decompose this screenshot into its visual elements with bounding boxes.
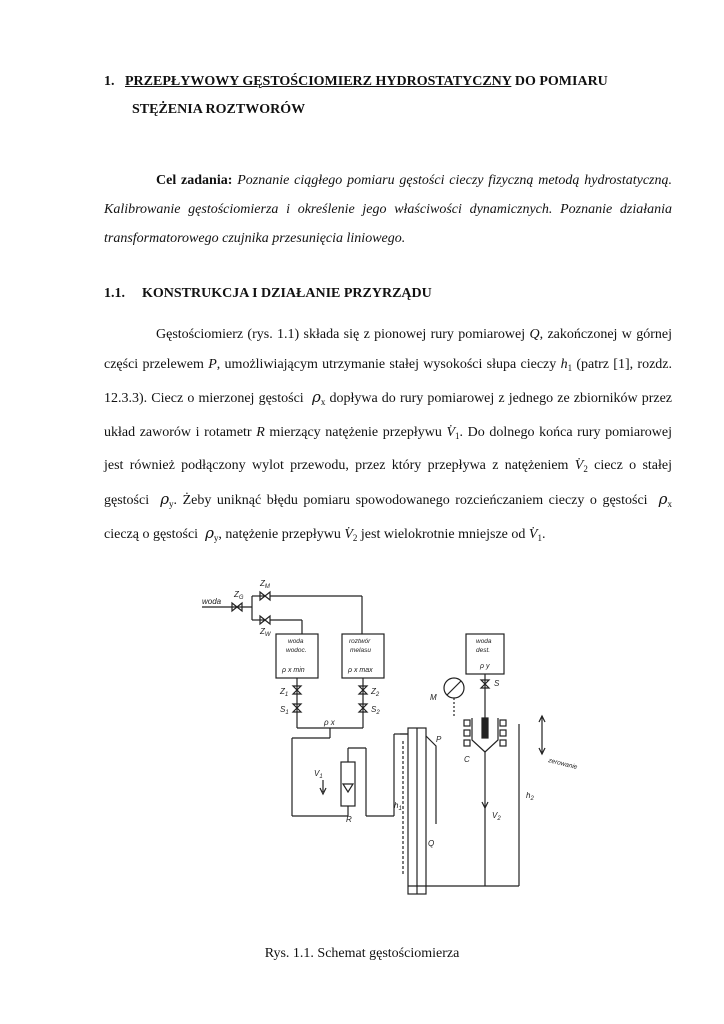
label-z2: Z bbox=[371, 687, 376, 696]
subscript: x bbox=[320, 397, 326, 407]
label-h2-sub: 2 bbox=[530, 796, 534, 802]
subscript: 2 bbox=[583, 464, 588, 474]
rotameter bbox=[341, 762, 355, 806]
densitometer-schematic bbox=[196, 576, 586, 908]
label-s: S bbox=[494, 679, 500, 688]
subscript: 1 bbox=[567, 362, 573, 373]
tank-water bbox=[276, 634, 318, 678]
label-v1-sub: 1 bbox=[319, 774, 323, 780]
symbol-v-dot: ˙ V bbox=[344, 527, 353, 542]
svg-text:Z1 bbox=[279, 687, 288, 698]
chapter-number: 1. bbox=[104, 74, 115, 89]
label-p: P bbox=[436, 735, 442, 744]
svg-text:ZG bbox=[233, 590, 244, 601]
label-zerowanie: zerowanie bbox=[547, 757, 578, 772]
label-v2-sub: 2 bbox=[497, 816, 501, 822]
tank3-label1: woda bbox=[476, 638, 492, 645]
label-h1: h bbox=[394, 801, 399, 810]
body-paragraph bbox=[104, 320, 672, 554]
label-h1-sub: 1 bbox=[398, 806, 402, 812]
vessel-c bbox=[464, 718, 506, 752]
subscript: 1 bbox=[455, 430, 460, 441]
tank-molasses bbox=[342, 634, 384, 678]
symbol-p: P bbox=[208, 356, 217, 372]
label-v1: V bbox=[314, 769, 320, 778]
body-text: , natężenie przepływu bbox=[218, 527, 345, 542]
subscript: y bbox=[213, 533, 219, 543]
label-s2: S bbox=[371, 705, 377, 714]
label-s1: S bbox=[280, 705, 286, 714]
svg-text:V2 bbox=[492, 811, 501, 822]
label-woda-in: woda bbox=[202, 597, 222, 606]
label-zm: Z bbox=[260, 579, 265, 588]
tank1-label2: wodoc. bbox=[286, 647, 307, 654]
svg-text:S2 bbox=[371, 705, 380, 716]
goal-label: Cel zadania: bbox=[156, 173, 233, 188]
label-r: R bbox=[346, 815, 352, 824]
svg-text:ZM bbox=[259, 579, 270, 590]
goal-paragraph bbox=[104, 166, 672, 253]
symbol-q: Q bbox=[529, 327, 540, 342]
tank1-label1: woda bbox=[288, 638, 304, 645]
label-s2-sub: 2 bbox=[376, 710, 380, 716]
symbol-rho: ρ bbox=[658, 489, 668, 508]
section-heading bbox=[104, 286, 432, 302]
chapter-heading bbox=[104, 68, 608, 124]
tank3-label2: dest. bbox=[476, 647, 491, 654]
label-s1-sub: 1 bbox=[285, 710, 289, 716]
tank2-label1: roztwór bbox=[349, 638, 371, 645]
label-m: M bbox=[430, 693, 437, 702]
subscript: 1 bbox=[537, 533, 542, 543]
measuring-tube-q bbox=[400, 728, 426, 894]
tank3-label3: ρ y bbox=[480, 663, 490, 670]
symbol-v-dot: ˙ V bbox=[529, 527, 538, 542]
body-text: . Do dolnego końca rury pomiarowej jest również podłączony wylot przewodu, przez który przepływa z natężeniem bbox=[104, 424, 672, 473]
body-text: , umożliwiającym utrzymanie stałej wysokości słupa cieczy bbox=[216, 356, 561, 372]
tank1-label3: ρ x min bbox=[282, 667, 305, 674]
tank2-label2: melasu bbox=[350, 647, 371, 654]
figure-caption: Rys. 1.1. Schemat gęstościomierza bbox=[264, 946, 460, 961]
chapter-title-line2: STĘŻENIA ROZTWORÓW bbox=[132, 102, 306, 117]
symbol-rho: ρ bbox=[160, 489, 170, 508]
label-v2: V bbox=[492, 811, 498, 820]
symbol-rho: ρ bbox=[311, 388, 321, 406]
body-text: (patrz [1], rozdz. 12.3.3). Ciecz o mierzonej gęstości bbox=[104, 356, 673, 406]
svg-text:h1 bbox=[394, 801, 402, 812]
body-text: Gęstościomierz (rys. 1.1) składa się z pionowej rury pomiarowej bbox=[156, 327, 530, 342]
symbol-r: R bbox=[256, 424, 265, 440]
body-text: ciecz o stałej gęstości bbox=[104, 458, 672, 508]
label-z1: Z bbox=[280, 687, 285, 696]
label-h2: h bbox=[526, 791, 531, 800]
body-text: jest wielokrotnie mniejsze od bbox=[357, 527, 529, 542]
tank-distilled bbox=[466, 634, 504, 674]
symbol-h: h bbox=[560, 356, 568, 372]
label-zg-sub: G bbox=[238, 595, 244, 601]
symbol-v-dot: ˙ V bbox=[446, 425, 455, 440]
chapter-title-underlined: PRZEPŁYWOWY GĘSTOŚCIOMIERZ HYDROSTATYCZNY bbox=[125, 74, 512, 89]
tank2-label3: ρ x max bbox=[348, 667, 373, 674]
svg-text:h2 bbox=[526, 791, 534, 802]
svg-text:Z2 bbox=[370, 687, 380, 698]
subscript: y bbox=[169, 498, 174, 509]
label-zm-sub: M bbox=[264, 584, 270, 590]
section-title: KONSTRUKCJA I DZIAŁANIE PRZYRZĄDU bbox=[142, 286, 432, 301]
subscript: 2 bbox=[352, 533, 358, 543]
label-z1-sub: 1 bbox=[284, 692, 289, 698]
label-z2-sub: 2 bbox=[375, 692, 380, 698]
svg-text:ZW bbox=[259, 627, 272, 638]
label-zw-sub: W bbox=[264, 632, 271, 638]
body-text: . bbox=[541, 527, 546, 542]
label-c: C bbox=[464, 755, 470, 764]
symbol-v-dot: ˙ V bbox=[575, 458, 584, 473]
label-zw: Z bbox=[260, 627, 265, 636]
label-rho-x: ρ x bbox=[324, 718, 335, 727]
label-zg: Z bbox=[234, 590, 239, 599]
chapter-title-rest: DO POMIARU bbox=[511, 74, 608, 89]
svg-text:S1 bbox=[280, 705, 289, 716]
body-text: dopływa do rury pomiarowej z jednego ze zbiorników przez układ zaworów i rotametr bbox=[104, 391, 673, 440]
subscript: x bbox=[667, 498, 672, 509]
body-text: cieczą o gęstości bbox=[104, 527, 202, 542]
svg-text:V1 bbox=[314, 769, 323, 780]
label-q: Q bbox=[428, 839, 435, 848]
goal-text: Poznanie ciągłego pomiaru gęstości cieczy fizyczną metodą hydrostatyczną. Kalibrowanie gęstościomierza i określenie jego właściwości dynamicznych. Poznanie działania transformatorowego czujnika przesunięcia liniowego. bbox=[104, 173, 672, 246]
body-text: mierzący natężenie przepływu bbox=[264, 424, 447, 440]
body-text: . Żeby uniknąć błędu pomiaru spowodowanego rozcieńczaniem cieczy o gęstości bbox=[173, 492, 654, 508]
symbol-rho: ρ bbox=[205, 524, 214, 542]
body-text: , zakończonej w górnej części przelewem bbox=[104, 327, 672, 372]
section-number: 1.1. bbox=[104, 286, 125, 301]
